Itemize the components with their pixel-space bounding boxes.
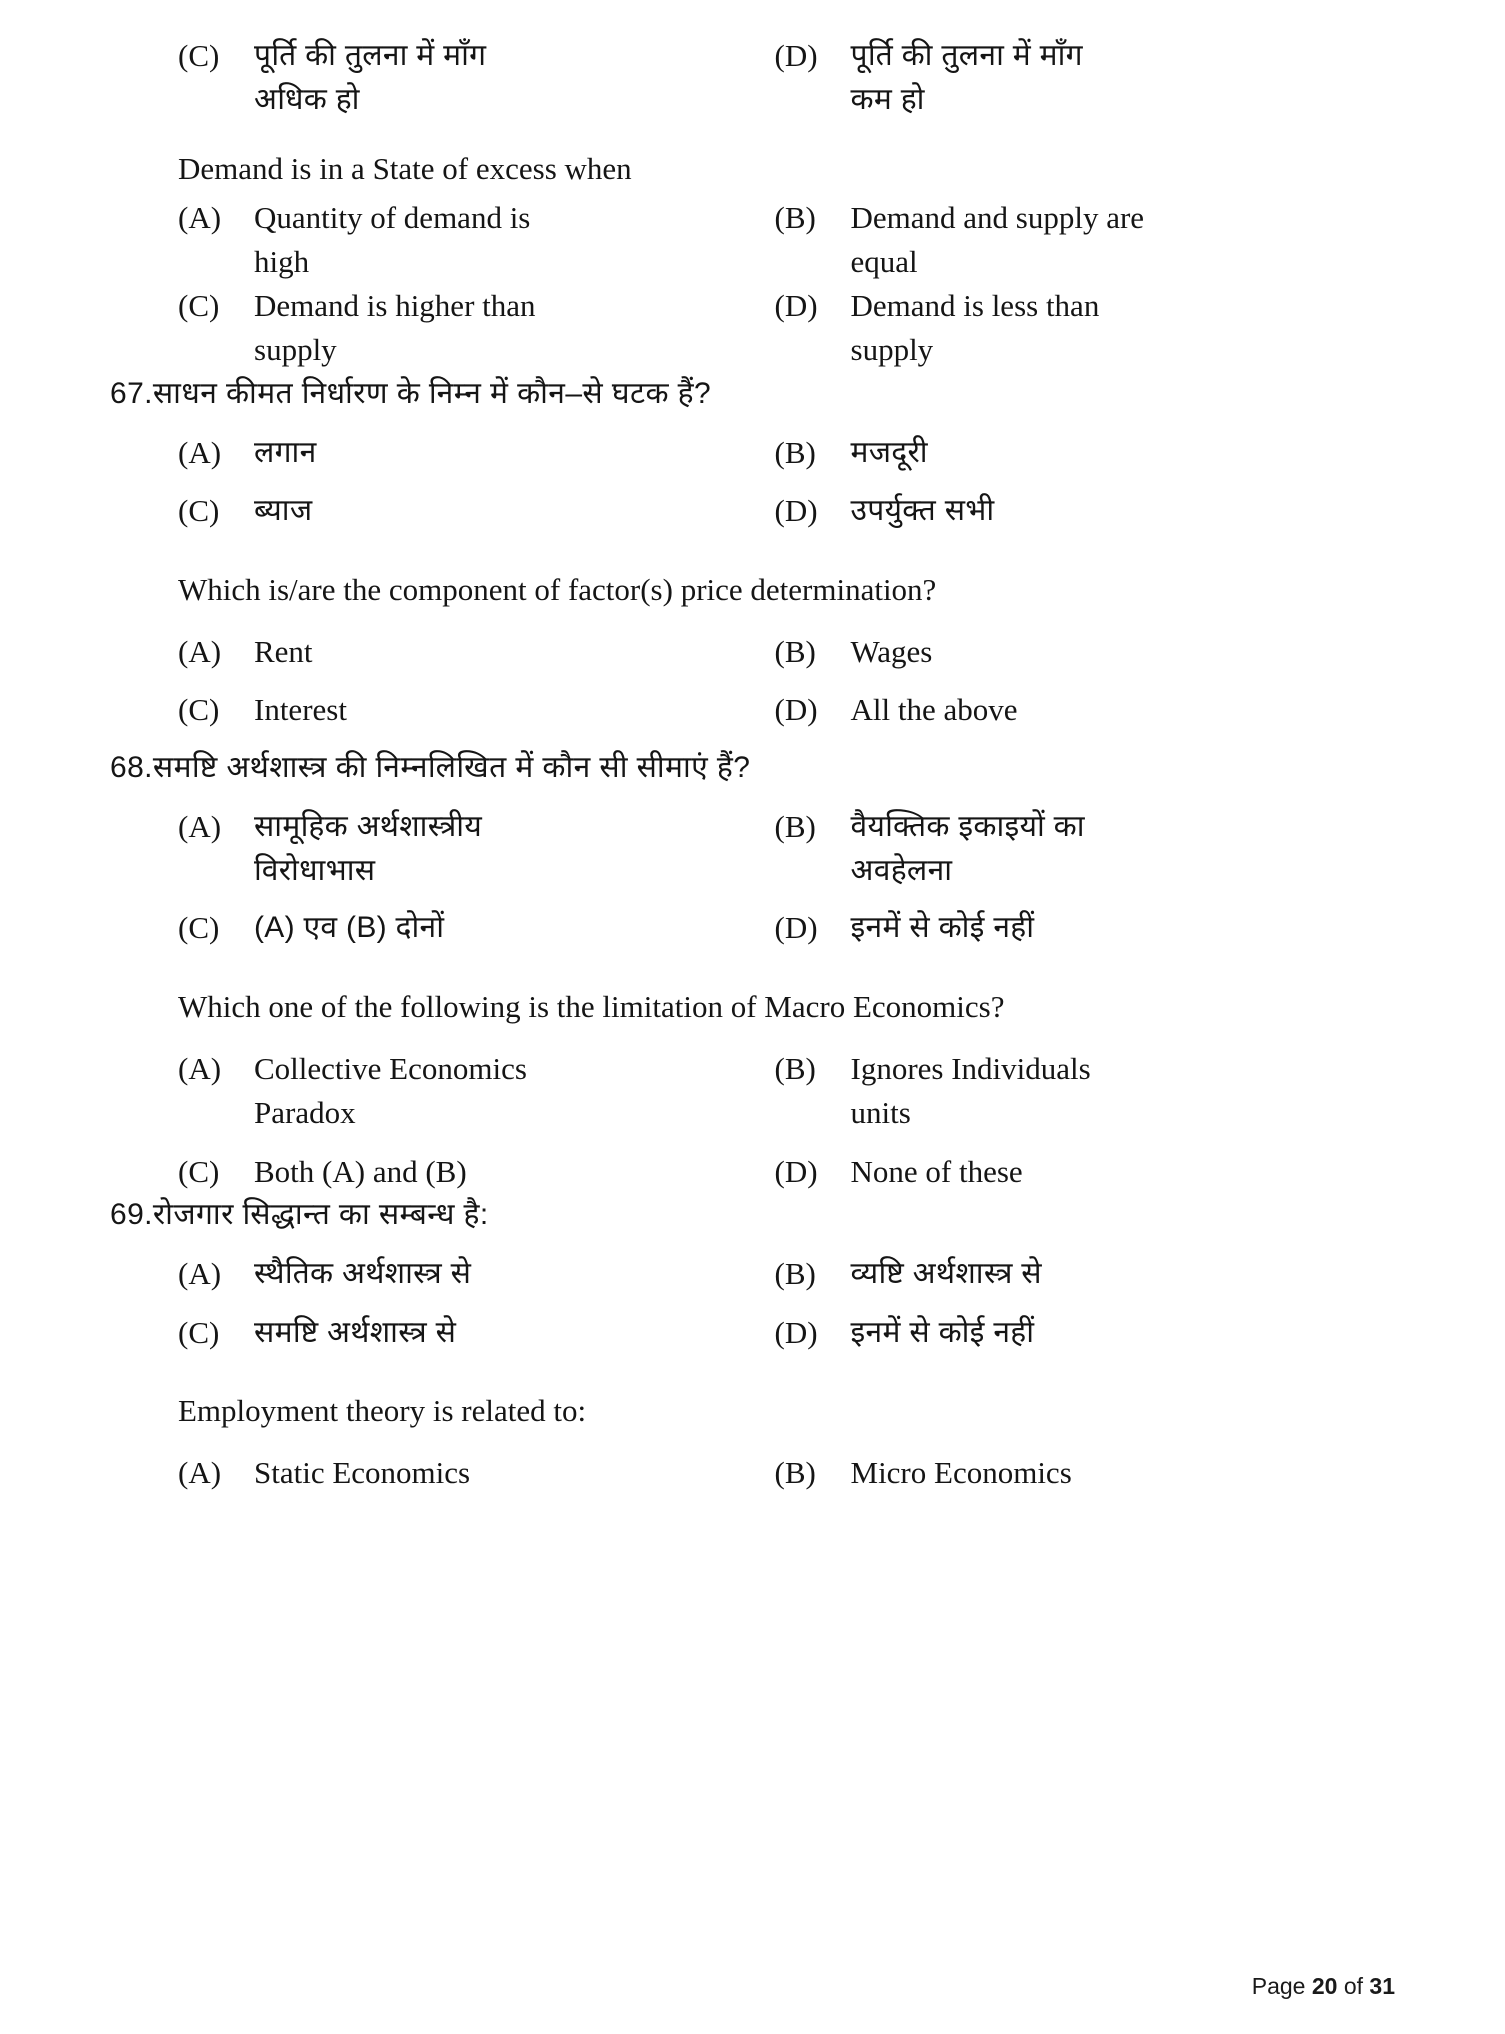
spacer: [110, 1138, 1395, 1152]
spacer: [110, 618, 1395, 632]
question-stem: समष्टि अर्थशास्त्र की निम्नलिखित में कौन सी सीमाएं हैं?: [152, 750, 751, 784]
option-label-a: (A): [178, 634, 222, 670]
question-stem: Demand is in a State of excess when: [178, 151, 632, 187]
spacer: [110, 953, 1395, 987]
option-label-c: (C): [178, 493, 220, 529]
option-text-c: समष्टि अर्थशास्त्र से: [254, 1315, 457, 1349]
option-text-d: Demand is less than: [850, 288, 1100, 324]
question-number: 67.: [110, 376, 153, 410]
option-text-d: पूर्ति की तुलना में माँग: [850, 39, 1083, 72]
option-cell-d: [753, 908, 1396, 948]
option-cell-a: [110, 433, 753, 473]
option-text-d: इनमें से कोई नहीं: [850, 1315, 1035, 1349]
option-row: [110, 198, 1395, 238]
option-row-continuation: [110, 851, 1395, 890]
option-row: [110, 908, 1395, 948]
option-text-a: स्थैतिक अर्थशास्त्र से: [254, 1257, 472, 1291]
option-text-a-line2: Paradox: [254, 1095, 356, 1131]
question-number: 69.: [110, 1197, 153, 1231]
option-cell-d-cont: [753, 80, 1396, 119]
spacer: [110, 477, 1395, 491]
option-label-a: (A): [178, 199, 222, 235]
spacer: [110, 419, 1395, 433]
question-line: [110, 1196, 1395, 1234]
option-row: [110, 632, 1395, 672]
option-label-c: (C): [178, 1153, 220, 1189]
option-row: [110, 1313, 1395, 1353]
footer-prefix: Page: [1251, 1973, 1312, 1999]
option-label-c: (C): [178, 1314, 220, 1350]
option-text-c: Demand is higher than: [254, 288, 536, 324]
option-text-c-line2: supply: [254, 332, 337, 368]
option-cell-a: [110, 1254, 753, 1294]
option-cell-b: [753, 433, 1396, 473]
option-cell-a: [110, 1049, 753, 1089]
option-text-d: All the above: [850, 692, 1018, 728]
option-row: [110, 491, 1395, 531]
option-cell-b: [753, 198, 1396, 238]
option-cell-d: [753, 286, 1396, 326]
option-row: [110, 1049, 1395, 1089]
question-block-q67-english: [110, 570, 1395, 731]
footer-page-number: 20: [1311, 1973, 1338, 1999]
spacer: [110, 1035, 1395, 1049]
option-cell-c: [110, 1313, 753, 1353]
option-cell-b-cont: [753, 242, 1396, 282]
option-cell-b: [753, 1049, 1396, 1089]
option-text-b: व्यष्टि अर्थशास्त्र से: [850, 1257, 1042, 1291]
question-stem: Which one of the following is the limitation of Macro Economics?: [178, 988, 1005, 1024]
footer-middle: of: [1337, 1973, 1370, 1999]
question-block-q67-hindi: [110, 375, 1395, 532]
question-block-q69-english: [110, 1391, 1395, 1494]
option-label-a: (A): [178, 1256, 222, 1292]
page-footer: [1252, 1973, 1395, 2000]
option-text-c-line2: अधिक हो: [254, 83, 360, 117]
option-cell-b: [753, 807, 1396, 847]
question-block-q69-hindi: [110, 1196, 1395, 1353]
option-text-a: Static Economics: [254, 1455, 471, 1491]
option-cell-d: [753, 690, 1396, 730]
option-text-d-line2: कम हो: [850, 83, 925, 117]
option-cell-d: [753, 36, 1396, 76]
option-row: [110, 433, 1395, 473]
option-text-d-line2: supply: [850, 332, 934, 368]
option-text-a: Collective Economics: [254, 1050, 527, 1086]
option-label-b: (B): [774, 1050, 816, 1086]
spacer: [110, 894, 1395, 908]
option-cell-b: [753, 1453, 1396, 1493]
option-cell-c: [110, 908, 753, 948]
question-stem: साधन कीमत निर्धारण के निम्न में कौन–से घटक हैं?: [152, 376, 712, 410]
spacer: [110, 1439, 1395, 1453]
option-text-c: पूर्ति की तुलना में माँग: [254, 39, 487, 72]
option-text-b: Demand and supply are: [850, 199, 1145, 235]
option-row: [110, 1152, 1395, 1192]
option-row-continuation: [110, 80, 1395, 119]
option-label-a: (A): [178, 435, 222, 471]
option-label-a: (A): [178, 1455, 222, 1491]
option-text-b: Wages: [850, 634, 933, 670]
option-label-b: (B): [774, 199, 816, 235]
spacer: [110, 1299, 1395, 1313]
spacer: [110, 793, 1395, 807]
option-row: [110, 1453, 1395, 1493]
option-label-d: (D): [774, 692, 818, 728]
spacer: [110, 735, 1395, 749]
option-row: [110, 36, 1395, 76]
option-text-c: ब्याज: [254, 494, 313, 528]
question-stem: रोजगार सिद्धान्त का सम्बन्ध है:: [152, 1197, 489, 1231]
option-row: [110, 1254, 1395, 1294]
option-label-a: (A): [178, 809, 222, 845]
option-label-b: (B): [774, 1256, 816, 1292]
option-row: [110, 690, 1395, 730]
option-text-a: Rent: [254, 634, 313, 670]
footer-total-pages: 31: [1369, 1973, 1395, 1999]
question-number: 68.: [110, 750, 153, 784]
option-label-d: (D): [774, 1153, 818, 1189]
option-cell-d: [753, 1152, 1396, 1192]
option-label-b: (B): [774, 435, 816, 471]
option-row-continuation: [110, 1093, 1395, 1133]
option-cell-d-cont: [753, 330, 1396, 370]
spacer: [110, 536, 1395, 570]
option-text-d: None of these: [850, 1153, 1023, 1189]
option-label-d: (D): [774, 910, 818, 946]
option-text-b: वैयक्तिक इकाइयों का: [850, 810, 1085, 844]
option-label-d: (D): [774, 38, 818, 73]
option-text-c: (A) एव (B) दोनों: [254, 911, 445, 945]
option-cell-b-cont: [753, 1093, 1396, 1133]
option-cell-a-cont: [110, 242, 753, 282]
option-text-a-line2: high: [254, 243, 310, 279]
option-label-c: (C): [178, 288, 220, 324]
option-label-d: (D): [774, 493, 818, 529]
option-label-b: (B): [774, 1455, 816, 1491]
option-row-continuation: [110, 242, 1395, 282]
option-text-b-line2: units: [850, 1095, 911, 1131]
option-text-c: Interest: [254, 692, 347, 728]
question-block-q66-english: [110, 149, 1395, 370]
spacer: [110, 1357, 1395, 1391]
option-text-b: मजदूरी: [850, 436, 928, 470]
option-text-d: इनमें से कोई नहीं: [850, 911, 1035, 945]
option-cell-c: [110, 286, 753, 326]
option-row: [110, 807, 1395, 847]
option-text-a: लगान: [254, 436, 317, 470]
option-cell-d: [753, 491, 1396, 531]
option-label-c: (C): [178, 692, 220, 728]
spacer: [110, 123, 1395, 149]
question-block-q68-english: [110, 987, 1395, 1192]
option-cell-a-cont: [110, 851, 753, 890]
option-cell-a-cont: [110, 1093, 753, 1133]
spacer: [110, 1240, 1395, 1254]
option-text-b: Micro Economics: [850, 1455, 1072, 1491]
question-line: [110, 749, 1395, 787]
option-cell-c-cont: [110, 330, 753, 370]
option-text-a-line2: विरोधाभास: [254, 854, 376, 888]
question-stem: Employment theory is related to:: [178, 1392, 587, 1428]
option-label-b: (B): [774, 634, 816, 670]
option-cell-b: [753, 632, 1396, 672]
option-cell-d: [753, 1313, 1396, 1353]
option-text-b: Ignores Individuals: [850, 1050, 1091, 1086]
question-line: [110, 375, 1395, 413]
option-cell-c-cont: [110, 80, 753, 119]
option-cell-a: [110, 198, 753, 238]
option-cell-c: [110, 491, 753, 531]
option-cell-c: [110, 36, 753, 76]
question-block-q66-hindi-tail: [110, 36, 1395, 119]
option-text-b-line2: equal: [850, 243, 918, 279]
option-cell-b-cont: [753, 851, 1396, 890]
spacer: [110, 676, 1395, 690]
option-cell-c: [110, 690, 753, 730]
option-text-d: उपर्युक्त सभी: [850, 494, 995, 528]
option-row-continuation: [110, 330, 1395, 370]
option-label-c: (C): [178, 910, 220, 946]
option-label-d: (D): [774, 1314, 818, 1350]
option-cell-a: [110, 807, 753, 847]
option-text-b-line2: अवहेलना: [850, 854, 953, 888]
question-block-q68-hindi: [110, 749, 1395, 949]
option-row: [110, 286, 1395, 326]
option-label-c: (C): [178, 38, 220, 73]
option-text-c: Both (A) and (B): [254, 1153, 467, 1189]
option-label-b: (B): [774, 809, 816, 845]
option-cell-a: [110, 1453, 753, 1493]
option-cell-a: [110, 632, 753, 672]
option-label-d: (D): [774, 288, 818, 324]
option-cell-c: [110, 1152, 753, 1192]
option-label-a: (A): [178, 1050, 222, 1086]
option-text-a: सामूहिक अर्थशास्त्रीय: [254, 810, 483, 844]
question-stem: Which is/are the component of factor(s) price determination?: [178, 571, 937, 607]
option-text-a: Quantity of demand is: [254, 199, 531, 235]
option-cell-b: [753, 1254, 1396, 1294]
